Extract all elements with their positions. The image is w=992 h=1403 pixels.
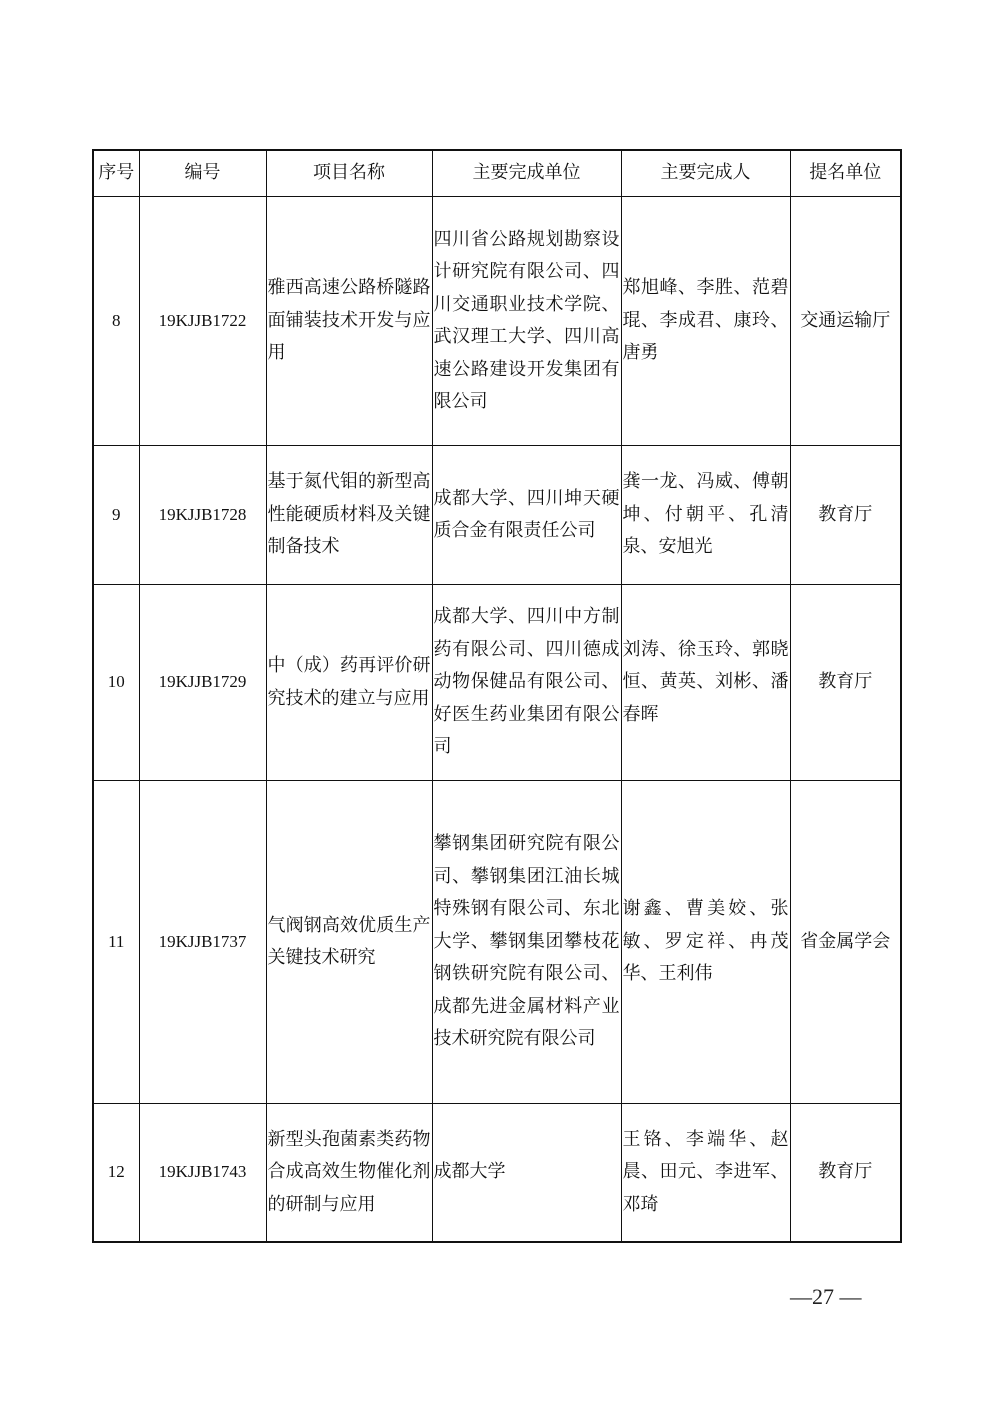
cell-nominating-unit: 省金属学会	[790, 781, 901, 1104]
cell-nominating-unit: 交通运输厅	[790, 197, 901, 446]
cell-completing-units: 攀钢集团研究院有限公司、攀钢集团江油长城特殊钢有限公司、东北大学、攀钢集团攀枝花钢铁研究院有限公司、成都先进金属材料产业技术研究院有限公司	[432, 781, 621, 1104]
table-row	[93, 197, 901, 446]
cell-nominating-unit: 教育厅	[790, 585, 901, 781]
page-number: —27 —	[790, 1284, 862, 1309]
cell-code: 19KJJB1728	[139, 446, 266, 585]
cell-completing-people: 谢鑫、曹美姣、张敏、罗定祥、冉茂华、王利伟	[621, 781, 790, 1104]
cell-completing-people: 郑旭峰、李胜、范碧琨、李成君、康玲、唐勇	[621, 197, 790, 446]
cell-code: 19KJJB1743	[139, 1104, 266, 1242]
cell-project-name: 中（成）药再评价研究技术的建立与应用	[266, 585, 432, 781]
cell-serial: 9	[93, 446, 139, 585]
cell-completing-people: 刘涛、徐玉玲、郭晓恒、黄英、刘彬、潘春晖	[621, 585, 790, 781]
header-project-name: 项目名称	[266, 150, 432, 197]
cell-serial: 8	[93, 197, 139, 446]
cell-serial: 11	[93, 781, 139, 1104]
cell-completing-people: 龚一龙、冯威、傅朝坤、付朝平、孔清泉、安旭光	[621, 446, 790, 585]
cell-code: 19KJJB1722	[139, 197, 266, 446]
cell-project-name: 气阀钢高效优质生产关键技术研究	[266, 781, 432, 1104]
header-nominating-unit: 提名单位	[790, 150, 901, 197]
header-code: 编号	[139, 150, 266, 197]
header-serial: 序号	[93, 150, 139, 197]
cell-completing-units: 成都大学、四川坤天硬质合金有限责任公司	[432, 446, 621, 585]
cell-completing-units: 成都大学、四川中方制药有限公司、四川德成动物保健品有限公司、好医生药业集团有限公司	[432, 585, 621, 781]
cell-nominating-unit: 教育厅	[790, 1104, 901, 1242]
cell-nominating-unit: 教育厅	[790, 446, 901, 585]
cell-serial: 12	[93, 1104, 139, 1242]
table-row	[93, 446, 901, 585]
cell-completing-people: 王铬、李端华、赵晨、田元、李进军、邓琦	[621, 1104, 790, 1242]
header-completing-people: 主要完成人	[621, 150, 790, 197]
table-header-row	[93, 150, 901, 197]
cell-serial: 10	[93, 585, 139, 781]
cell-project-name: 雅西高速公路桥隧路面铺装技术开发与应用	[266, 197, 432, 446]
table-row	[93, 585, 901, 781]
cell-completing-units: 四川省公路规划勘察设计研究院有限公司、四川交通职业技术学院、武汉理工大学、四川高速公路建设开发集团有限公司	[432, 197, 621, 446]
cell-code: 19KJJB1737	[139, 781, 266, 1104]
cell-project-name: 基于氮代钼的新型高性能硬质材料及关键制备技术	[266, 446, 432, 585]
cell-code: 19KJJB1729	[139, 585, 266, 781]
header-completing-units: 主要完成单位	[432, 150, 621, 197]
award-table	[92, 149, 902, 1243]
table-row	[93, 1104, 901, 1242]
cell-completing-units: 成都大学	[432, 1104, 621, 1242]
table-row	[93, 781, 901, 1104]
cell-project-name: 新型头孢菌素类药物合成高效生物催化剂的研制与应用	[266, 1104, 432, 1242]
